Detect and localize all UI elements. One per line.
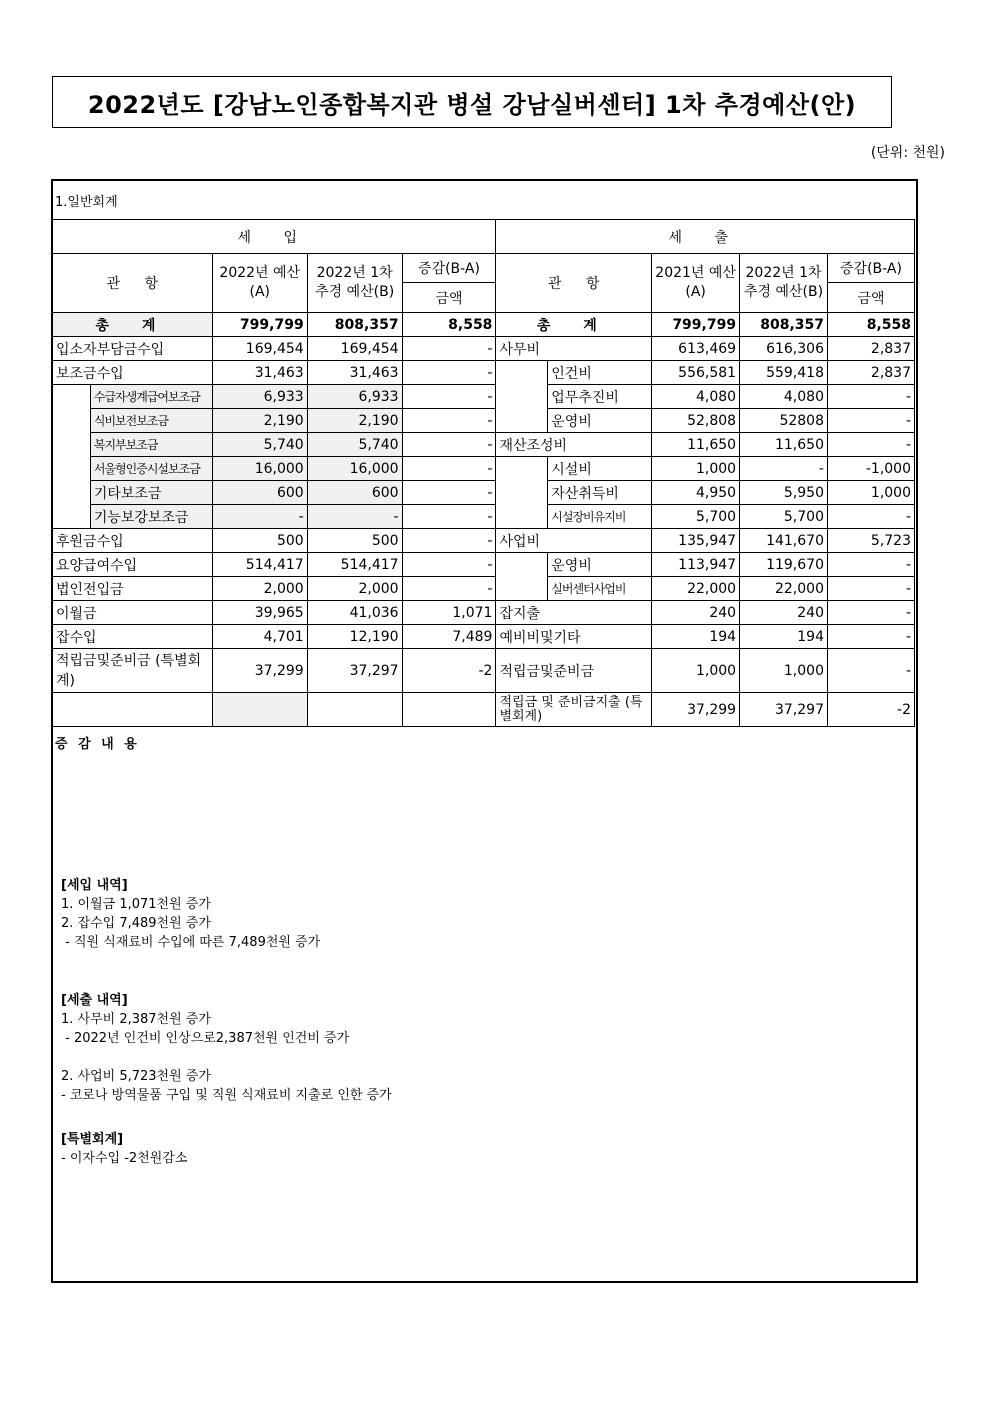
expense-value: - xyxy=(827,433,914,457)
expense-value: 556,581 xyxy=(652,361,740,385)
income-col-budget: 2022년 예산(A) xyxy=(212,254,307,313)
note-line: 2. 사업비 5,723천원 증가 xyxy=(61,1069,211,1084)
expense-value: 141,670 xyxy=(740,529,828,553)
income-value: 31,463 xyxy=(307,361,402,385)
note-line: - 직원 식재료비 수입에 따른 7,489천원 증가 xyxy=(61,935,321,950)
expense-value: 11,650 xyxy=(740,433,828,457)
expense-total-revised: 808,357 xyxy=(740,313,828,337)
income-value: 500 xyxy=(307,529,402,553)
expense-total-change: 8,558 xyxy=(827,313,914,337)
income-label: 복지부보조금 xyxy=(90,433,212,457)
income-value: 169,454 xyxy=(212,337,307,361)
income-label: 보조금수입 xyxy=(53,361,213,385)
income-value: 1,071 xyxy=(402,601,496,625)
expense-value: 4,950 xyxy=(652,481,740,505)
income-details xyxy=(61,876,320,952)
income-value: - xyxy=(402,577,496,601)
income-total-change: 8,558 xyxy=(402,313,496,337)
expense-value: 559,418 xyxy=(740,361,828,385)
expense-label: 잡지출 xyxy=(496,601,652,625)
income-value: - xyxy=(402,337,496,361)
income-value: 6,933 xyxy=(307,385,402,409)
income-value: 7,489 xyxy=(402,625,496,649)
income-value: 12,190 xyxy=(307,625,402,649)
income-col-revised: 2022년 1차 추경 예산(B) xyxy=(307,254,402,313)
table-row xyxy=(53,577,915,601)
income-label: 입소자부담금수입 xyxy=(53,337,213,361)
expense-label: 인건비 xyxy=(548,361,652,385)
income-value: 514,417 xyxy=(307,553,402,577)
expense-label: 예비비및기타 xyxy=(496,625,652,649)
expense-value: 5,950 xyxy=(740,481,828,505)
expense-value: 1,000 xyxy=(740,649,828,693)
income-value: - xyxy=(402,385,496,409)
income-col-amount: 금액 xyxy=(402,283,496,313)
expense-value: 616,306 xyxy=(740,337,828,361)
expense-col-revised: 2022년 1차 추경 예산(B) xyxy=(740,254,828,313)
expense-value: 240 xyxy=(740,601,828,625)
expense-value: - xyxy=(827,625,914,649)
expense-value: 194 xyxy=(740,625,828,649)
special-details xyxy=(61,1130,187,1168)
income-value: 514,417 xyxy=(212,553,307,577)
income-total-budget: 799,799 xyxy=(212,313,307,337)
income-value: 169,454 xyxy=(307,337,402,361)
income-header: 세 입 xyxy=(53,220,496,254)
expense-col-gwanhang: 관 항 xyxy=(496,254,652,313)
expense-label: 실버센터사업비 xyxy=(548,577,652,601)
expense-indent xyxy=(496,361,548,433)
income-value: 31,463 xyxy=(212,361,307,385)
income-value: - xyxy=(402,457,496,481)
income-label: 기능보강보조금 xyxy=(90,505,212,529)
expense-label: 사업비 xyxy=(496,529,652,553)
expense-value: 4,080 xyxy=(652,385,740,409)
expense-value: - xyxy=(827,409,914,433)
expense-label: 운영비 xyxy=(548,409,652,433)
expense-value: 52,808 xyxy=(652,409,740,433)
expense-details-title: [세출 내역] xyxy=(61,993,128,1008)
table-row xyxy=(53,409,915,433)
income-label: 잡수입 xyxy=(53,625,213,649)
income-value: 41,036 xyxy=(307,601,402,625)
income-value xyxy=(402,693,496,727)
expense-col-budget: 2021년 예산(A) xyxy=(652,254,740,313)
income-label: 식비보전보조금 xyxy=(90,409,212,433)
income-label xyxy=(53,693,213,727)
table-row xyxy=(53,457,915,481)
income-col-gwanhang: 관 항 xyxy=(53,254,213,313)
expense-value: 613,469 xyxy=(652,337,740,361)
income-label: 수급자생계급여보조금 xyxy=(90,385,212,409)
expense-value: 1,000 xyxy=(827,481,914,505)
special-details-title: [특별회계] xyxy=(61,1132,124,1147)
expense-header: 세 출 xyxy=(496,220,915,254)
expense-total-label: 총 계 xyxy=(496,313,652,337)
table-row xyxy=(53,601,915,625)
expense-label: 시설비 xyxy=(548,457,652,481)
unit-label: (단위: 천원) xyxy=(870,145,945,161)
expense-value: 11,650 xyxy=(652,433,740,457)
table-row xyxy=(53,433,915,457)
note-line: 1. 사무비 2,387천원 증가 xyxy=(61,1012,211,1027)
income-value: 2,190 xyxy=(212,409,307,433)
expense-value: 5,700 xyxy=(652,505,740,529)
table-row xyxy=(53,529,915,553)
table-row xyxy=(53,337,915,361)
expense-label: 적립금및준비금 xyxy=(496,649,652,693)
income-value: - xyxy=(212,505,307,529)
expense-value: - xyxy=(827,553,914,577)
expense-value: 37,299 xyxy=(652,693,740,727)
expense-label: 업무추진비 xyxy=(548,385,652,409)
income-value: 16,000 xyxy=(212,457,307,481)
income-value: 5,740 xyxy=(212,433,307,457)
income-value xyxy=(307,693,402,727)
expense-label: 적립금 및 준비금지출 (특별회계) xyxy=(496,693,652,727)
page-title: 2022년도 [강남노인종합복지관 병설 강남실버센터] 1차 추경예산(안) xyxy=(52,76,892,128)
expense-value: 1,000 xyxy=(652,457,740,481)
expense-value: 37,297 xyxy=(740,693,828,727)
expense-details xyxy=(61,991,392,1105)
expense-value: - xyxy=(740,457,828,481)
income-value: 4,701 xyxy=(212,625,307,649)
expense-value: 135,947 xyxy=(652,529,740,553)
expense-value: 5,700 xyxy=(740,505,828,529)
income-value: 600 xyxy=(212,481,307,505)
budget-frame xyxy=(51,179,918,1283)
expense-value: - xyxy=(827,601,914,625)
income-total-label: 총 계 xyxy=(53,313,213,337)
table-row xyxy=(53,505,915,529)
income-label: 이월금 xyxy=(53,601,213,625)
income-value: 6,933 xyxy=(212,385,307,409)
table-row xyxy=(53,385,915,409)
income-indent xyxy=(53,385,91,529)
expense-indent xyxy=(496,553,548,601)
expense-value: 4,080 xyxy=(740,385,828,409)
income-value: 2,000 xyxy=(212,577,307,601)
budget-table xyxy=(52,219,915,727)
expense-value: - xyxy=(827,577,914,601)
expense-label: 재산조성비 xyxy=(496,433,652,457)
income-value: - xyxy=(402,409,496,433)
table-row xyxy=(53,481,915,505)
income-value: 600 xyxy=(307,481,402,505)
income-value: 5,740 xyxy=(307,433,402,457)
expense-value: - xyxy=(827,385,914,409)
income-value: 37,299 xyxy=(212,649,307,693)
income-label: 법인전입금 xyxy=(53,577,213,601)
expense-label: 운영비 xyxy=(548,553,652,577)
income-label: 기타보조금 xyxy=(90,481,212,505)
table-row xyxy=(53,693,915,727)
income-value: - xyxy=(402,553,496,577)
note-line xyxy=(61,1048,392,1067)
income-value: 16,000 xyxy=(307,457,402,481)
income-label: 서울형인증시설보조금 xyxy=(90,457,212,481)
income-value: 39,965 xyxy=(212,601,307,625)
income-value: - xyxy=(307,505,402,529)
income-value: 500 xyxy=(212,529,307,553)
income-value: - xyxy=(402,481,496,505)
income-value: - xyxy=(402,529,496,553)
expense-value: 2,837 xyxy=(827,361,914,385)
income-total-revised: 808,357 xyxy=(307,313,402,337)
table-row xyxy=(53,625,915,649)
expense-value: 22,000 xyxy=(652,577,740,601)
expense-indent xyxy=(496,457,548,529)
income-value: 2,000 xyxy=(307,577,402,601)
note-line: - 2022년 인건비 인상으로2,387천원 인건비 증가 xyxy=(61,1031,350,1046)
expense-col-change: 증감(B-A) xyxy=(827,254,914,283)
expense-value: 5,723 xyxy=(827,529,914,553)
table-row xyxy=(53,649,915,693)
income-label: 적립금및준비금 (특별회계) xyxy=(53,649,213,693)
expense-label: 시설장비유지비 xyxy=(548,505,652,529)
income-value: -2 xyxy=(402,649,496,693)
notes-heading: 증 감 내 용 xyxy=(55,737,140,752)
expense-value: 1,000 xyxy=(652,649,740,693)
income-details-title: [세입 내역] xyxy=(61,878,128,893)
note-line: 1. 이월금 1,071천원 증가 xyxy=(61,897,211,912)
income-value: 2,190 xyxy=(307,409,402,433)
note-line: - 이자수입 -2천원감소 xyxy=(61,1151,188,1166)
expense-value: 194 xyxy=(652,625,740,649)
income-value: - xyxy=(402,433,496,457)
expense-value: - xyxy=(827,505,914,529)
income-value: - xyxy=(402,505,496,529)
table-row xyxy=(53,361,915,385)
expense-value: 22,000 xyxy=(740,577,828,601)
expense-value: - xyxy=(827,649,914,693)
expense-value: -1,000 xyxy=(827,457,914,481)
expense-value: 2,837 xyxy=(827,337,914,361)
expense-value: 240 xyxy=(652,601,740,625)
table-row xyxy=(53,553,915,577)
expense-total-budget: 799,799 xyxy=(652,313,740,337)
expense-value: 119,670 xyxy=(740,553,828,577)
income-value: 37,297 xyxy=(307,649,402,693)
note-line: 2. 잡수입 7,489천원 증가 xyxy=(61,916,211,931)
expense-value: 113,947 xyxy=(652,553,740,577)
expense-col-amount: 금액 xyxy=(827,283,914,313)
expense-label: 사무비 xyxy=(496,337,652,361)
income-label: 요양급여수입 xyxy=(53,553,213,577)
section-title: 1.일반회계 xyxy=(55,195,118,210)
expense-value: 52808 xyxy=(740,409,828,433)
expense-label: 자산취득비 xyxy=(548,481,652,505)
income-value xyxy=(212,693,307,727)
expense-value: -2 xyxy=(827,693,914,727)
income-value: - xyxy=(402,361,496,385)
income-col-change: 증감(B-A) xyxy=(402,254,496,283)
income-label: 후원금수입 xyxy=(53,529,213,553)
note-line: - 코로나 방역물품 구입 및 직원 식재료비 지출로 인한 증가 xyxy=(61,1088,392,1103)
